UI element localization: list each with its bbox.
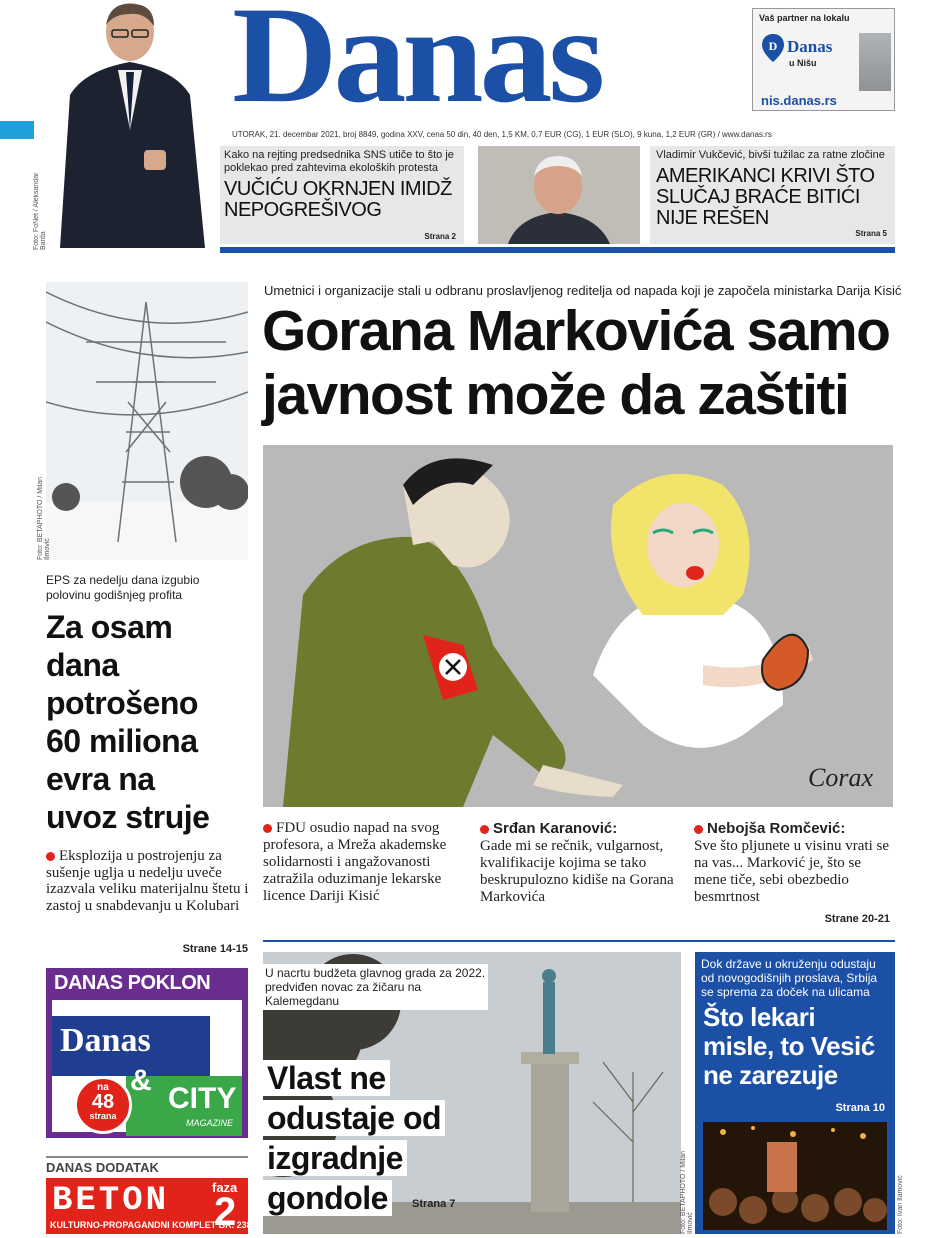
map-pin-icon bbox=[761, 33, 785, 63]
cartoon-signature: Corax bbox=[808, 763, 873, 792]
teaser-page: Strana 5 bbox=[855, 229, 887, 238]
main-kicker: Umetnici i organizacije stali u odbranu proslavljenog reditelja od napada koji je započela ministarka Darija Kisić bbox=[264, 283, 902, 298]
bullet-icon bbox=[694, 825, 703, 834]
gondola-kicker-text: U nacrtu budžeta glavnog grada za 2022. predviđen novac za žičaru na Kalemegdanu bbox=[265, 966, 486, 1008]
dodatak-rule bbox=[46, 1156, 248, 1158]
main-col-1 bbox=[263, 820, 473, 905]
vukcevic-photo bbox=[478, 146, 640, 244]
president-photo bbox=[40, 0, 215, 248]
beton-box[interactable] bbox=[46, 1178, 252, 1234]
col-text: Gade mi se rečnik, vulgarnost, kvalifikacije kojima se tako beskrupulozno kidiše na Gorana Markovića bbox=[480, 838, 674, 905]
gondola-headline-line: Vlast ne bbox=[263, 1058, 445, 1098]
gondola-headline-line: odustaje od bbox=[263, 1098, 445, 1138]
main-headline-line1[interactable]: Gorana Markovića samo bbox=[262, 299, 890, 363]
dateline: UTORAK, 21. decembar 2021, broj 8849, godina XXV, cena 50 din, 40 den, 1,5 KM, 0,7 EUR (CG), 1 EUR (SLO), 9 kuna, 1,2 EUR (GR) / www.danas.rs bbox=[232, 130, 772, 139]
masthead-rule bbox=[220, 247, 895, 253]
monument-image bbox=[859, 33, 891, 91]
danas-logo: Danas bbox=[232, 0, 602, 131]
powerline-photo bbox=[46, 282, 248, 560]
vesic-box[interactable] bbox=[695, 952, 895, 1234]
city-magazine: MAGAZINE bbox=[186, 1118, 234, 1128]
gondola-headline-line: izgradnje bbox=[263, 1138, 445, 1178]
photo-credit: Foto: FoNet / Aleksandar Barda bbox=[33, 172, 47, 250]
city-label: CITY bbox=[168, 1082, 237, 1115]
photo-credit: Foto: Ivan Ilamović bbox=[897, 1175, 904, 1234]
teaser-vucic[interactable] bbox=[220, 146, 464, 244]
gondola-headline-line: gondole bbox=[263, 1178, 445, 1218]
ampersand: & bbox=[130, 1064, 152, 1097]
eps-headline-line: 60 miliona bbox=[46, 723, 198, 759]
crowd-photo bbox=[703, 1122, 887, 1230]
eps-headline-line: uvoz struje bbox=[46, 799, 210, 835]
teaser-headline: VUČIĆU OKRNJEN IMIDŽ NEPOGREŠIVOG bbox=[224, 178, 452, 221]
faza-number: 2 bbox=[214, 1190, 237, 1234]
col-lead: Nebojša Romčević: bbox=[707, 820, 846, 837]
bullet-icon bbox=[263, 824, 272, 833]
badge-na: na bbox=[97, 1082, 109, 1093]
beton-subtitle: KULTURNO-PROPAGANDNI KOMPLET BR. 238 bbox=[50, 1220, 252, 1230]
main-col-2 bbox=[480, 820, 680, 906]
main-headline-line2[interactable]: javnost može da zaštiti bbox=[262, 363, 849, 427]
vesic-headline bbox=[695, 999, 895, 1090]
cartoon bbox=[263, 445, 893, 807]
col-text: FDU osudio napad na svog profesora, a Mreža akademske solidarnosti i angažovanosti zatražila oduzimanje lekarske licence Dariji Kisić bbox=[263, 820, 447, 904]
vesic-headline-line: misle, to Vesić bbox=[703, 1031, 875, 1061]
bullet-icon bbox=[46, 852, 55, 861]
poklon-box[interactable] bbox=[46, 968, 248, 1138]
col-lead: Srđan Karanović: bbox=[493, 820, 618, 837]
vesic-kicker: Dok države u okruženju odustaju od novogodišnjih proslava, Srbija se sprema za doček na ulicama bbox=[701, 957, 878, 999]
eps-headline[interactable] bbox=[46, 608, 251, 836]
eps-headline-line: dana bbox=[46, 647, 119, 683]
partner-caption: Vaš partner na lokalu bbox=[759, 13, 850, 23]
col-text: Sve što pljunete u visinu vrati se na vas... Marković je, što se mene tiče, sebi obezbedio besmrtnost bbox=[694, 838, 889, 905]
faza-label: faza bbox=[212, 1180, 238, 1195]
teaser-kicker: Kako na rejting predsednika SNS utiče to što je poklekao pred zahtevima ekoloških protesta bbox=[224, 149, 454, 174]
eps-headline-line: Za osam bbox=[46, 609, 173, 645]
main-page: Strane 20-21 bbox=[824, 913, 890, 925]
pages-badge bbox=[74, 1076, 132, 1134]
partner-url[interactable]: nis.danas.rs bbox=[761, 93, 837, 108]
partner-brand: Danas bbox=[787, 37, 833, 56]
bullet-icon bbox=[480, 825, 489, 834]
eps-page: Strane 14-15 bbox=[182, 943, 248, 955]
poklon-title: DANAS POKLON bbox=[54, 972, 211, 994]
teaser-vukcevic[interactable] bbox=[650, 146, 895, 244]
gondola-kicker bbox=[263, 964, 488, 1010]
beton-label: BETON bbox=[52, 1182, 170, 1220]
dodatak-title: DANAS DODATAK bbox=[46, 1160, 159, 1175]
main-bottom-rule bbox=[263, 940, 895, 942]
partner-city: u Nišu bbox=[789, 58, 817, 68]
teaser-page: Strana 2 bbox=[424, 232, 456, 241]
teaser-headline: AMERIKANCI KRIVI ŠTO SLUČAJ BRAĆE BITIĆI NIJE REŠEN bbox=[656, 165, 875, 229]
badge-strana: strana bbox=[89, 1111, 117, 1121]
eps-headline-line: evra na bbox=[46, 761, 155, 797]
vesic-headline-line: ne zarezuje bbox=[703, 1060, 838, 1090]
partner-box bbox=[752, 8, 895, 111]
photo-credit: Foto: BETAPHOTO / Milan Ilmović bbox=[680, 1151, 694, 1234]
gondola-page: Strana 7 bbox=[412, 1198, 456, 1210]
vesic-headline-line: Što lekari bbox=[703, 1002, 816, 1032]
svg-text:D: D bbox=[768, 39, 778, 53]
teaser-kicker: Vladimir Vukčević, bivši tužilac za ratne zločine bbox=[656, 149, 885, 161]
left-accent-bar bbox=[0, 121, 34, 139]
vesic-page: Strana 10 bbox=[835, 1102, 885, 1114]
badge-pages: 48 bbox=[91, 1091, 115, 1113]
gondola-headline[interactable] bbox=[263, 1058, 445, 1218]
eps-headline-line: potrošeno bbox=[46, 685, 198, 721]
photo-credit: Foto: BETAPHOTO / Milan Ilmović bbox=[37, 477, 51, 560]
danas-mini-brand: Danas bbox=[60, 1022, 151, 1059]
eps-bullet bbox=[46, 848, 250, 914]
eps-kicker: EPS za nedelju dana izgubio polovinu godišnjeg profita bbox=[46, 573, 200, 602]
eps-bullet-text: Eksplozija u postrojenju za sušenje uglja u nedelju uveče izazvala veliku materijalnu štetu i zastoj u snabdevanju u Kolubari bbox=[46, 848, 249, 914]
main-col-3 bbox=[694, 820, 894, 906]
